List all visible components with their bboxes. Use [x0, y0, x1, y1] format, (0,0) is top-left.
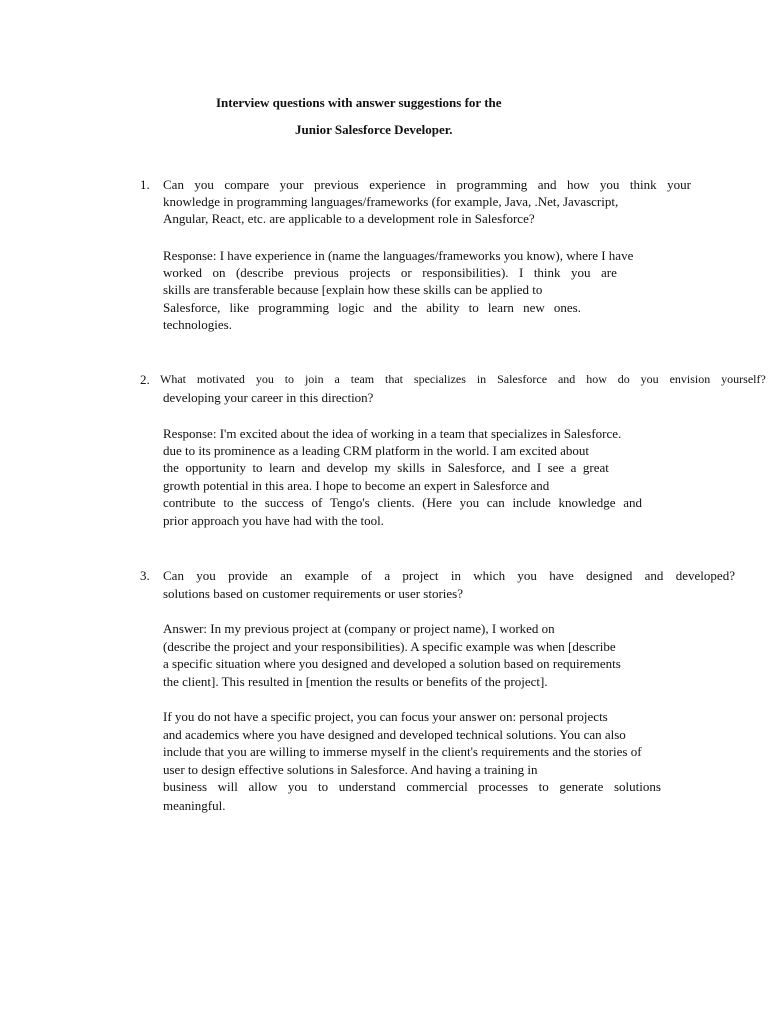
word: contribute — [163, 495, 216, 510]
word: in — [476, 372, 487, 386]
q3-answer-line-3: a specific situation where you designed and developed a solution based on requirements — [163, 656, 621, 671]
q1-number: 1. — [140, 177, 150, 192]
word: provide — [228, 568, 268, 583]
word: and — [644, 568, 664, 583]
word: previous — [294, 265, 339, 280]
word: skills — [397, 460, 425, 475]
q1-response-line-1: Response: I have experience in (name the languages/frameworks you know), where I have — [163, 248, 634, 263]
word: of — [361, 568, 372, 583]
q3-answer-line-2: (describe the project and your responsibilities). A specific example was when [describe — [163, 639, 616, 654]
q3-alternative-line-6: meaningful. — [163, 798, 226, 813]
word: in — [435, 177, 447, 192]
word: business — [163, 779, 208, 794]
word: (describe — [235, 265, 284, 280]
word: like — [229, 300, 250, 315]
word: have — [549, 568, 574, 583]
word: you — [640, 372, 659, 386]
word: worked — [163, 265, 202, 280]
word: in — [431, 460, 442, 475]
q2-response-line-5 — [163, 494, 642, 511]
word: you — [287, 779, 308, 794]
q2-response-line-6: prior approach you have had with the tool. — [163, 513, 384, 528]
q2-number: 2. — [140, 372, 150, 387]
word: allow — [248, 779, 278, 794]
word: compare — [224, 177, 270, 192]
q3-alternative-line-5 — [163, 778, 661, 795]
word: and — [511, 460, 531, 475]
word: you — [194, 177, 214, 192]
word: on — [212, 265, 226, 280]
q1-question-line-2: knowledge in programming languages/frameworks (for example, Java, .Net, Javascript, — [163, 194, 619, 209]
word: to — [252, 460, 263, 475]
word: in — [450, 568, 461, 583]
word: to — [223, 495, 234, 510]
word: think — [629, 177, 657, 192]
word: how — [567, 177, 590, 192]
word: (Here — [422, 495, 452, 510]
word: processes — [478, 779, 529, 794]
q1-question-line-3: Angular, React, etc. are applicable to a development role in Salesforce? — [163, 211, 535, 226]
document-title-line-1: Interview questions with answer suggestions for the — [216, 95, 502, 110]
word: designed — [586, 568, 633, 583]
word: success — [264, 495, 304, 510]
word: you — [459, 495, 480, 510]
word: Tengo's — [330, 495, 370, 510]
word: do — [617, 372, 630, 386]
q1-response-line-3: skills are transferable because [explain how these skills can be applied to — [163, 282, 543, 297]
word: ones. — [553, 300, 581, 315]
word: great — [582, 460, 609, 475]
word: of — [311, 495, 323, 510]
word: develop — [326, 460, 368, 475]
q3-answer-line-1: Answer: In my previous project at (company or project name), I worked on — [163, 621, 555, 636]
q1-response-line-4 — [163, 299, 581, 316]
word: learn — [269, 460, 295, 475]
word: are — [600, 265, 617, 280]
word: experience — [369, 177, 426, 192]
word: understand — [338, 779, 396, 794]
q2-response-line-4: growth potential in this area. I hope to become an expert in Salesforce and — [163, 478, 550, 493]
q2-response-line-3 — [163, 459, 609, 476]
word: specializes — [413, 372, 466, 386]
word: the — [401, 300, 418, 315]
word: yourself? — [721, 372, 766, 386]
word: What — [160, 372, 186, 386]
word: generate — [559, 779, 604, 794]
word: your — [667, 177, 691, 192]
q1-question-line-1 — [163, 176, 691, 193]
word: that — [385, 372, 404, 386]
q3-question-line-1 — [163, 567, 735, 584]
word: your — [279, 177, 304, 192]
q2-response-line-1: Response: I'm excited about the idea of working in a team that specializes in Salesforce. — [163, 426, 622, 441]
word: projects — [349, 265, 391, 280]
word: include — [512, 495, 551, 510]
word: you — [196, 568, 216, 583]
word: team — [350, 372, 375, 386]
q3-answer-line-4: the client]. This resulted in [mention the results or benefits of the project]. — [163, 674, 548, 689]
word: to — [538, 779, 549, 794]
word: example — [304, 568, 349, 583]
word: see — [547, 460, 565, 475]
word: opportunity — [185, 460, 246, 475]
word: knowledge — [558, 495, 616, 510]
word: a — [570, 460, 577, 475]
word: commercial — [406, 779, 468, 794]
word: programming — [456, 177, 528, 192]
word: solutions — [613, 779, 661, 794]
word: and — [623, 495, 642, 510]
q3-alternative-line-1: If you do not have a specific project, you can focus your answer on: personal projects — [163, 709, 608, 724]
word: or — [400, 265, 412, 280]
word: to — [468, 300, 479, 315]
word: which — [473, 568, 506, 583]
word: Salesforce, — [163, 300, 221, 315]
word: Salesforce — [497, 372, 548, 386]
word: responsibilities). — [422, 265, 509, 280]
word: logic — [338, 300, 365, 315]
word: Can — [163, 568, 184, 583]
q1-response-line-2 — [163, 264, 617, 281]
word: how — [586, 372, 607, 386]
q2-question-line-1 — [160, 371, 766, 388]
word: motivated — [196, 372, 245, 386]
word: learn — [487, 300, 514, 315]
q2-response-line-2: due to its prominence as a leading CRM platform in the world. I am excited about — [163, 443, 590, 458]
q3-alternative-line-4: user to design effective solutions in Salesforce. And having a training in — [163, 762, 538, 777]
q3-question-line-2: solutions based on customer requirements or user stories? — [163, 586, 464, 601]
word: a — [334, 372, 340, 386]
word: and — [373, 300, 393, 315]
word: and — [301, 460, 321, 475]
word: think — [533, 265, 561, 280]
word: the — [241, 495, 258, 510]
word: you — [517, 568, 537, 583]
q3-number: 3. — [140, 568, 150, 583]
word: programming — [258, 300, 329, 315]
q2-question-line-2: developing your career in this direction? — [163, 390, 374, 405]
q1-response-line-5: technologies. — [163, 317, 232, 332]
word: envision — [669, 372, 711, 386]
word: you — [255, 372, 274, 386]
word: new — [523, 300, 545, 315]
word: the — [163, 460, 179, 475]
word: previous — [313, 177, 359, 192]
word: can — [486, 495, 505, 510]
word: an — [280, 568, 293, 583]
word: and — [557, 372, 576, 386]
word: and — [537, 177, 557, 192]
word: you — [599, 177, 620, 192]
word: to — [318, 779, 329, 794]
word: join — [304, 372, 324, 386]
q3-alternative-line-3: include that you are willing to immerse myself in the client's requirements and the stories of — [163, 744, 642, 759]
document-title-line-2: Junior Salesforce Developer. — [295, 122, 453, 137]
word: to — [284, 372, 295, 386]
word: developed? — [675, 568, 735, 583]
word: project — [402, 568, 439, 583]
word: clients. — [377, 495, 415, 510]
word: a — [384, 568, 391, 583]
word: will — [217, 779, 238, 794]
q3-alternative-line-2: and academics where you have designed and developed technical solutions. You can also — [163, 727, 626, 742]
word: I — [519, 265, 524, 280]
word: my — [374, 460, 391, 475]
word: ability — [426, 300, 460, 315]
word: you — [571, 265, 591, 280]
word: I — [536, 460, 542, 475]
word: Can — [163, 177, 184, 192]
word: Salesforce, — [447, 460, 506, 475]
